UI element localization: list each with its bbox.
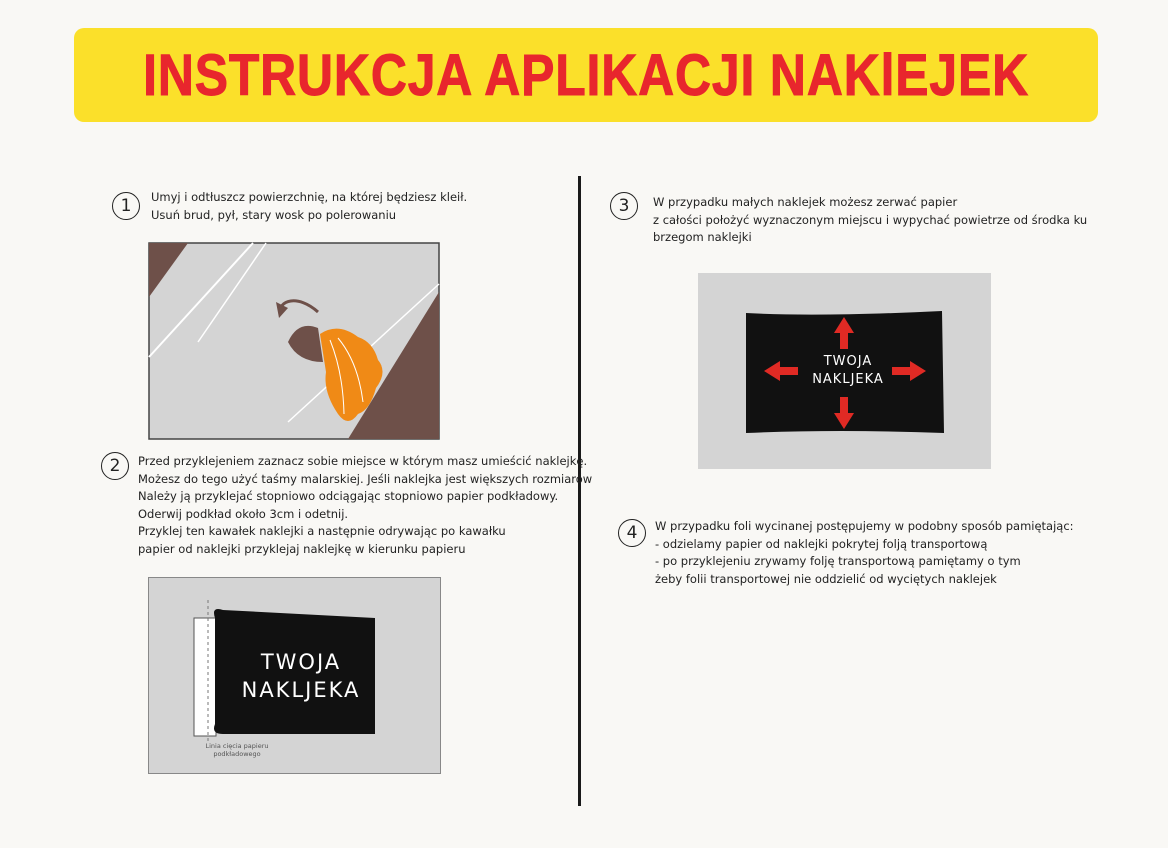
backing-paper	[194, 618, 216, 736]
step-2-line: Możesz do tego użyć taśmy malarskiej. Jeśli naklejka jest większych rozmiarów	[138, 471, 593, 486]
step-1-line: Usuń brud, pył, stary wosk po polerowaniu	[151, 207, 397, 222]
step-3-text	[653, 194, 1087, 247]
step-1-number: 1	[112, 192, 140, 220]
step-2-line: Przyklej ten kawałek naklejki a następnie odrywając po kawałku	[138, 524, 506, 539]
step-2-number: 2	[101, 452, 129, 480]
step-2-illustration	[148, 577, 441, 774]
step-4-line: - po przyklejeniu zrywamy folję transportową pamiętamy o tym	[655, 554, 1021, 569]
sticker-line: TWOJA	[823, 354, 873, 369]
step-4-number: 4	[618, 519, 646, 547]
step-2-line: Oderwij podkład około 3cm i odetnij.	[138, 506, 349, 521]
cut-label-line: Linia cięcia papieru	[205, 742, 269, 750]
step-3-line: W przypadku małych naklejek możesz zerwać papier	[653, 195, 958, 209]
step-4-line: żeby folii transportowej nie oddzielić od wyciętych naklejek	[655, 571, 997, 586]
title-banner	[74, 28, 1098, 122]
page-title: INSTRUKCJA APLIKACJI NAKlEJEK	[143, 42, 1029, 108]
step-1-text	[151, 189, 467, 224]
step-2-line: Należy ją przyklejać stopniowo odciągając stopniowo papier podkładowy.	[138, 489, 559, 504]
step-3-illustration	[698, 273, 991, 469]
step-4-line: - odzielamy papier od naklejki pokrytej folją transportową	[655, 536, 988, 551]
cut-label-line: podkładowego	[213, 750, 261, 758]
sticker-line: NAKLJEKA	[241, 678, 361, 702]
step-3-number: 3	[610, 192, 638, 220]
step-3-line: z całości położyć wyznaczonym miejscu i wypychać powietrze od środka ku	[653, 212, 1088, 227]
sticker-line: NAKLJEKA	[812, 372, 884, 387]
sticker-line: TWOJA	[260, 650, 342, 674]
step-1-illustration	[148, 242, 440, 440]
step-2-text	[138, 453, 592, 559]
step-4-text	[655, 518, 1074, 588]
step-1-line: Umyj i odtłuszcz powierzchnię, na której będziesz kleił.	[151, 190, 468, 204]
step-4-line: W przypadku foli wycinanej postępujemy w podobny sposób pamiętając:	[655, 519, 1074, 533]
cut-line-label	[197, 742, 277, 758]
step-2-line: Przed przyklejeniem zaznacz sobie miejsce w którym masz umieścić naklejkę.	[138, 454, 588, 468]
step-2-line: papier od naklejki przyklejaj naklejkę w kierunku papieru	[138, 541, 466, 556]
step-3-line: brzegom naklejki	[653, 230, 752, 245]
